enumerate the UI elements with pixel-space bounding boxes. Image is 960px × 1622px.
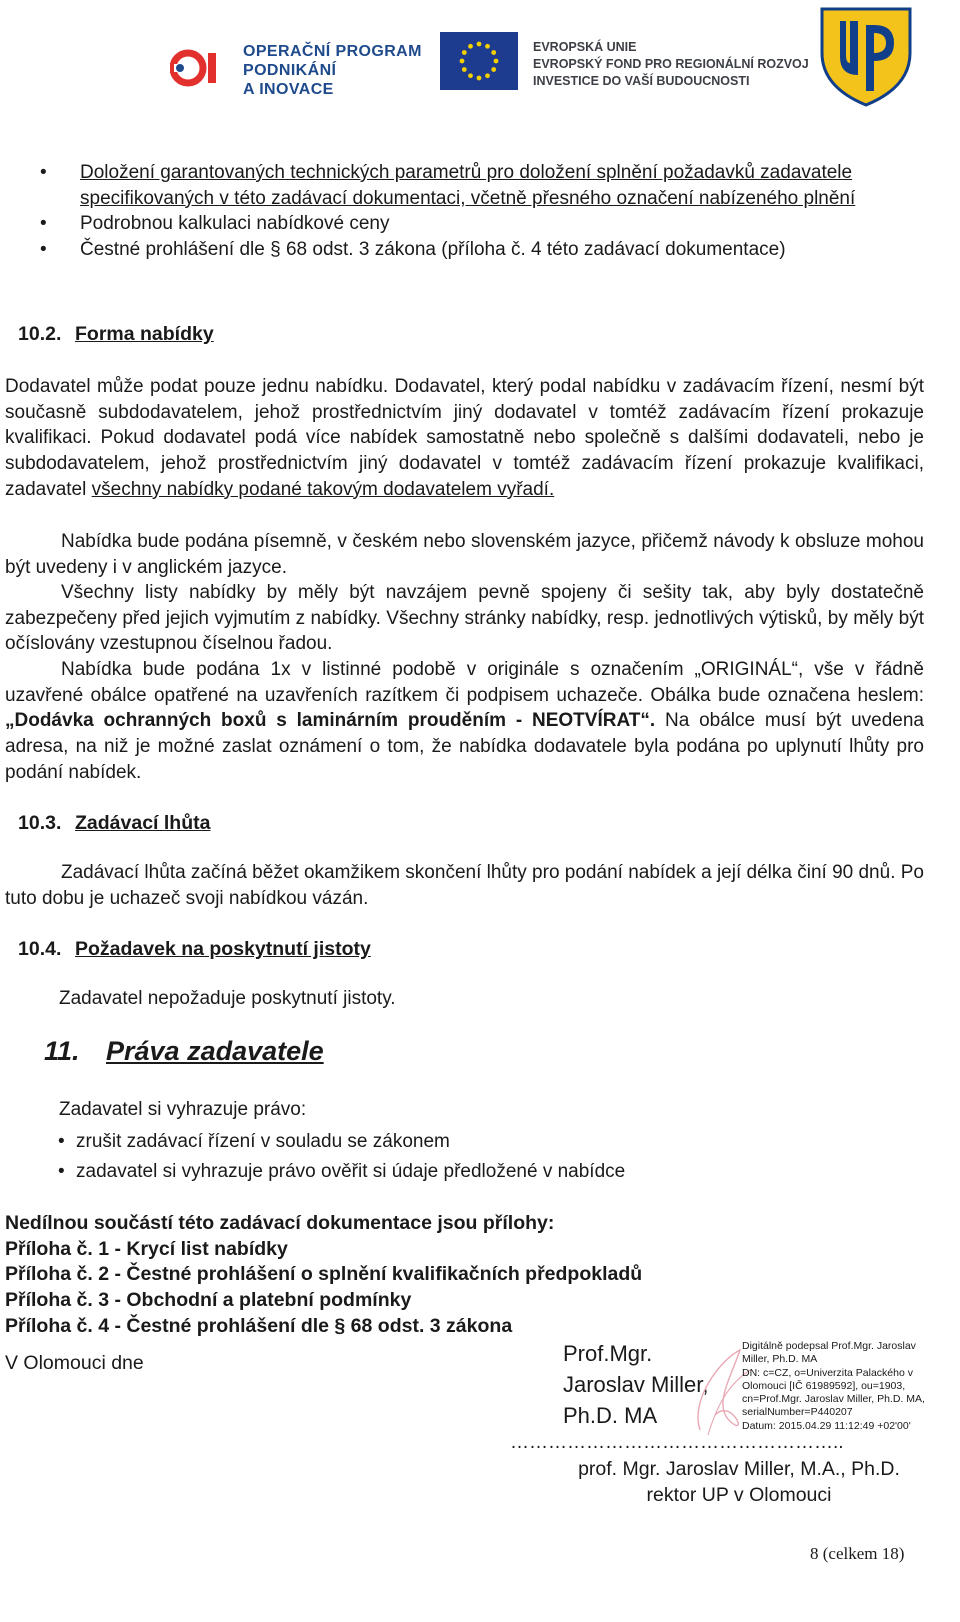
appendix-item: Příloha č. 3 - Obchodní a platební podmínky [5,1289,412,1312]
up-university-shield-icon [818,5,914,109]
list-item: • Doložení garantovaných technických parametrů pro doložení splnění požadavků zadavatele specifikovaných v této zadávací dokumentaci, včetně přesného označení nabízeného plnění [40,160,920,211]
eu-star-icon [491,50,496,55]
appendix-list [5,1211,642,1340]
section-heading-11 [44,1036,324,1067]
list-item: • zadavatel si vyhrazuje právo ověřit si údaje předložené v nabídce [58,1157,938,1187]
op-line-1: OPERAČNÍ PROGRAM [243,43,422,60]
appendix-item: Příloha č. 1 - Krycí list nabídky [5,1237,288,1260]
s10-2-paragraph-2: Nabídka bude podána písemně, v českém nebo slovenském jazyce, přičemž návody k obsluze mohou být uvedeny i v anglickém jazyce. [5,531,924,578]
section-title: Práva zadavatele [106,1036,324,1066]
list-item: • Čestné prohlášení dle § 68 odst. 3 zákona (příloha č. 4 této zadávací dokumentace) [40,237,920,263]
digital-signature-line: Olomouci [IČ 61989592], ou=1903, [742,1379,906,1392]
section-heading-10-3 [18,812,210,835]
s11-list [58,1127,938,1187]
appendix-intro: Nedílnou součástí této zadávací dokumentace jsou přílohy: [5,1212,555,1234]
eu-star-icon [494,59,499,64]
signer-line: Ph.D. MA [563,1403,658,1428]
section-title: Požadavek na poskytnutí jistoty [75,938,371,960]
digital-signature-line: serialNumber=P440207 [742,1406,853,1419]
signer-line: Jaroslav Miller, [563,1372,709,1397]
underlined-text: všechny nabídky podané takovým dodavatelem vyřadí. [91,478,555,500]
section-heading-10-4 [18,938,371,961]
eu-star-icon [462,67,467,72]
op-pik-text [243,42,422,99]
eu-flag-icon [440,32,518,90]
envelope-label-text: „Dodávka ochranných boxů s laminárním prouděním - NEOTVÍRAT“. [5,710,656,732]
signatory-role: rektor UP v Olomouci [646,1484,832,1506]
paragraph-text: Dodavatel může podat pouze jednu nabídku. Dodavatel, který podal nabídku v zadávacím řízení, nesmí být současně subdodavatelem, jehož prostřednictvím jiný dodavatel v tomtéž zadávacím řízení prokazuje kvalifikaci. Pokud dodavatel podá více nabídek samostatně nebo společně s dalšími dodavateli, nebo je subdodavatelem, jehož prostřednictvím jiný dodavatel v tomtéž zadávacím řízení prokazuje kvalifikaci, zadavatel [5,376,924,500]
top-bullet-list [40,160,920,263]
digital-signature-line: Digitálně podepsal Prof.Mgr. Jaroslav [742,1340,916,1352]
section-number: 10.2. [18,323,62,345]
digital-signature-block [742,1340,927,1433]
s10-2-paragraph-3: Všechny listy nabídky by měly být navzájem pevně spojeny či sešity tak, aby byly dostatečně zabezpečeny před jejich vyjmutím z nabídky. Všechny stránky nabídky, resp. jednotlivých výtisků, by měly být očíslovány vzestupnou číselnou řadou. [5,582,924,655]
signer-line: Prof.Mgr. [563,1341,653,1366]
eu-star-icon [485,73,490,78]
op-pik-logo-icon [170,40,230,90]
op-line-3: A INOVACE [243,81,334,98]
header-logos [0,0,960,120]
digital-signature-line: Datum: 2015.04.29 11:12:49 +02'00' [742,1419,911,1432]
section-heading-10-2 [18,323,214,346]
eu-star-icon [468,73,473,78]
signatory-name: prof. Mgr. Jaroslav Miller, M.A., Ph.D. [578,1458,900,1480]
s11-intro: Zadavatel si vyhrazuje právo: [59,1099,307,1120]
paragraph-text: Nabídka bude podána 1x v listinné podobě v originále s označením „ORIGINÁL“, vše v řádně uzavřené obálce opatřené na uzavřeních razítkem či podpisem uchazeče. Obálka bude označena heslem: [5,659,924,706]
section-title: Zadávací lhůta [75,812,211,834]
s10-4-paragraph: Zadavatel nepožaduje poskytnutí jistoty. [59,988,396,1009]
signatory-block [553,1456,925,1508]
section-number: 10.3. [18,812,62,834]
eu-star-icon [460,59,465,64]
s10-2-paragraph-4 [5,657,924,786]
paragraph-text: Na obálce musí být uvedena adresa, na niž je možné zaslat oznámení o tom, že nabídka dodavatele byla podána po uplynutí lhůty pro podání nabídek. [5,710,924,783]
appendix-item: Příloha č. 4 - Čestné prohlášení dle § 68 odst. 3 zákona [5,1314,513,1337]
list-item: • zrušit zadávací řízení v souladu se zákonem [58,1127,938,1157]
s10-3-paragraph: Zadávací lhůta začíná běžet okamžikem skončení lhůty pro podání nabídek a její délka činí 90 dnů. Po tuto dobu je uchazeč svoji nabídkou vázán. [5,862,924,909]
op-line-2: PODNIKÁNÍ [243,62,337,79]
list-item: • Podrobnou kalkulaci nabídkové ceny [40,211,920,237]
signature-dotted-line: …………………………………………….. [510,1432,844,1453]
section-number: 10.4. [18,938,62,960]
eu-star-icon [485,44,490,49]
eu-line-2: EVROPSKÝ FOND PRO REGIONÁLNÍ ROZVOJ [533,57,809,71]
digital-signature-line: DN: c=CZ, o=Univerzita Palackého v [742,1366,913,1379]
eu-line-1: EVROPSKÁ UNIE [533,40,637,54]
section-title: Forma nabídky [75,323,214,345]
eu-text [533,39,809,90]
appendix-item: Příloha č. 2 - Čestné prohlášení o splnění kvalifikačních předpokladů [5,1263,643,1286]
digital-signature-line: Miller, Ph.D. MA [742,1353,818,1366]
section-number: 11. [44,1036,80,1066]
eu-star-icon [491,67,496,72]
s10-2-paragraph-1 [5,374,924,503]
page-number: 8 (celkem 18) [810,1544,905,1563]
eu-line-3: INVESTICE DO VAŠÍ BUDOUCNOSTI [533,74,750,88]
digital-signature-line: cn=Prof.Mgr. Jaroslav Miller, Ph.D. MA, [742,1393,925,1406]
eu-star-icon [468,44,473,49]
eu-star-icon [462,50,467,55]
eu-star-icon [477,42,482,47]
eu-star-icon [477,76,482,81]
place-date: V Olomouci dne [5,1352,144,1374]
